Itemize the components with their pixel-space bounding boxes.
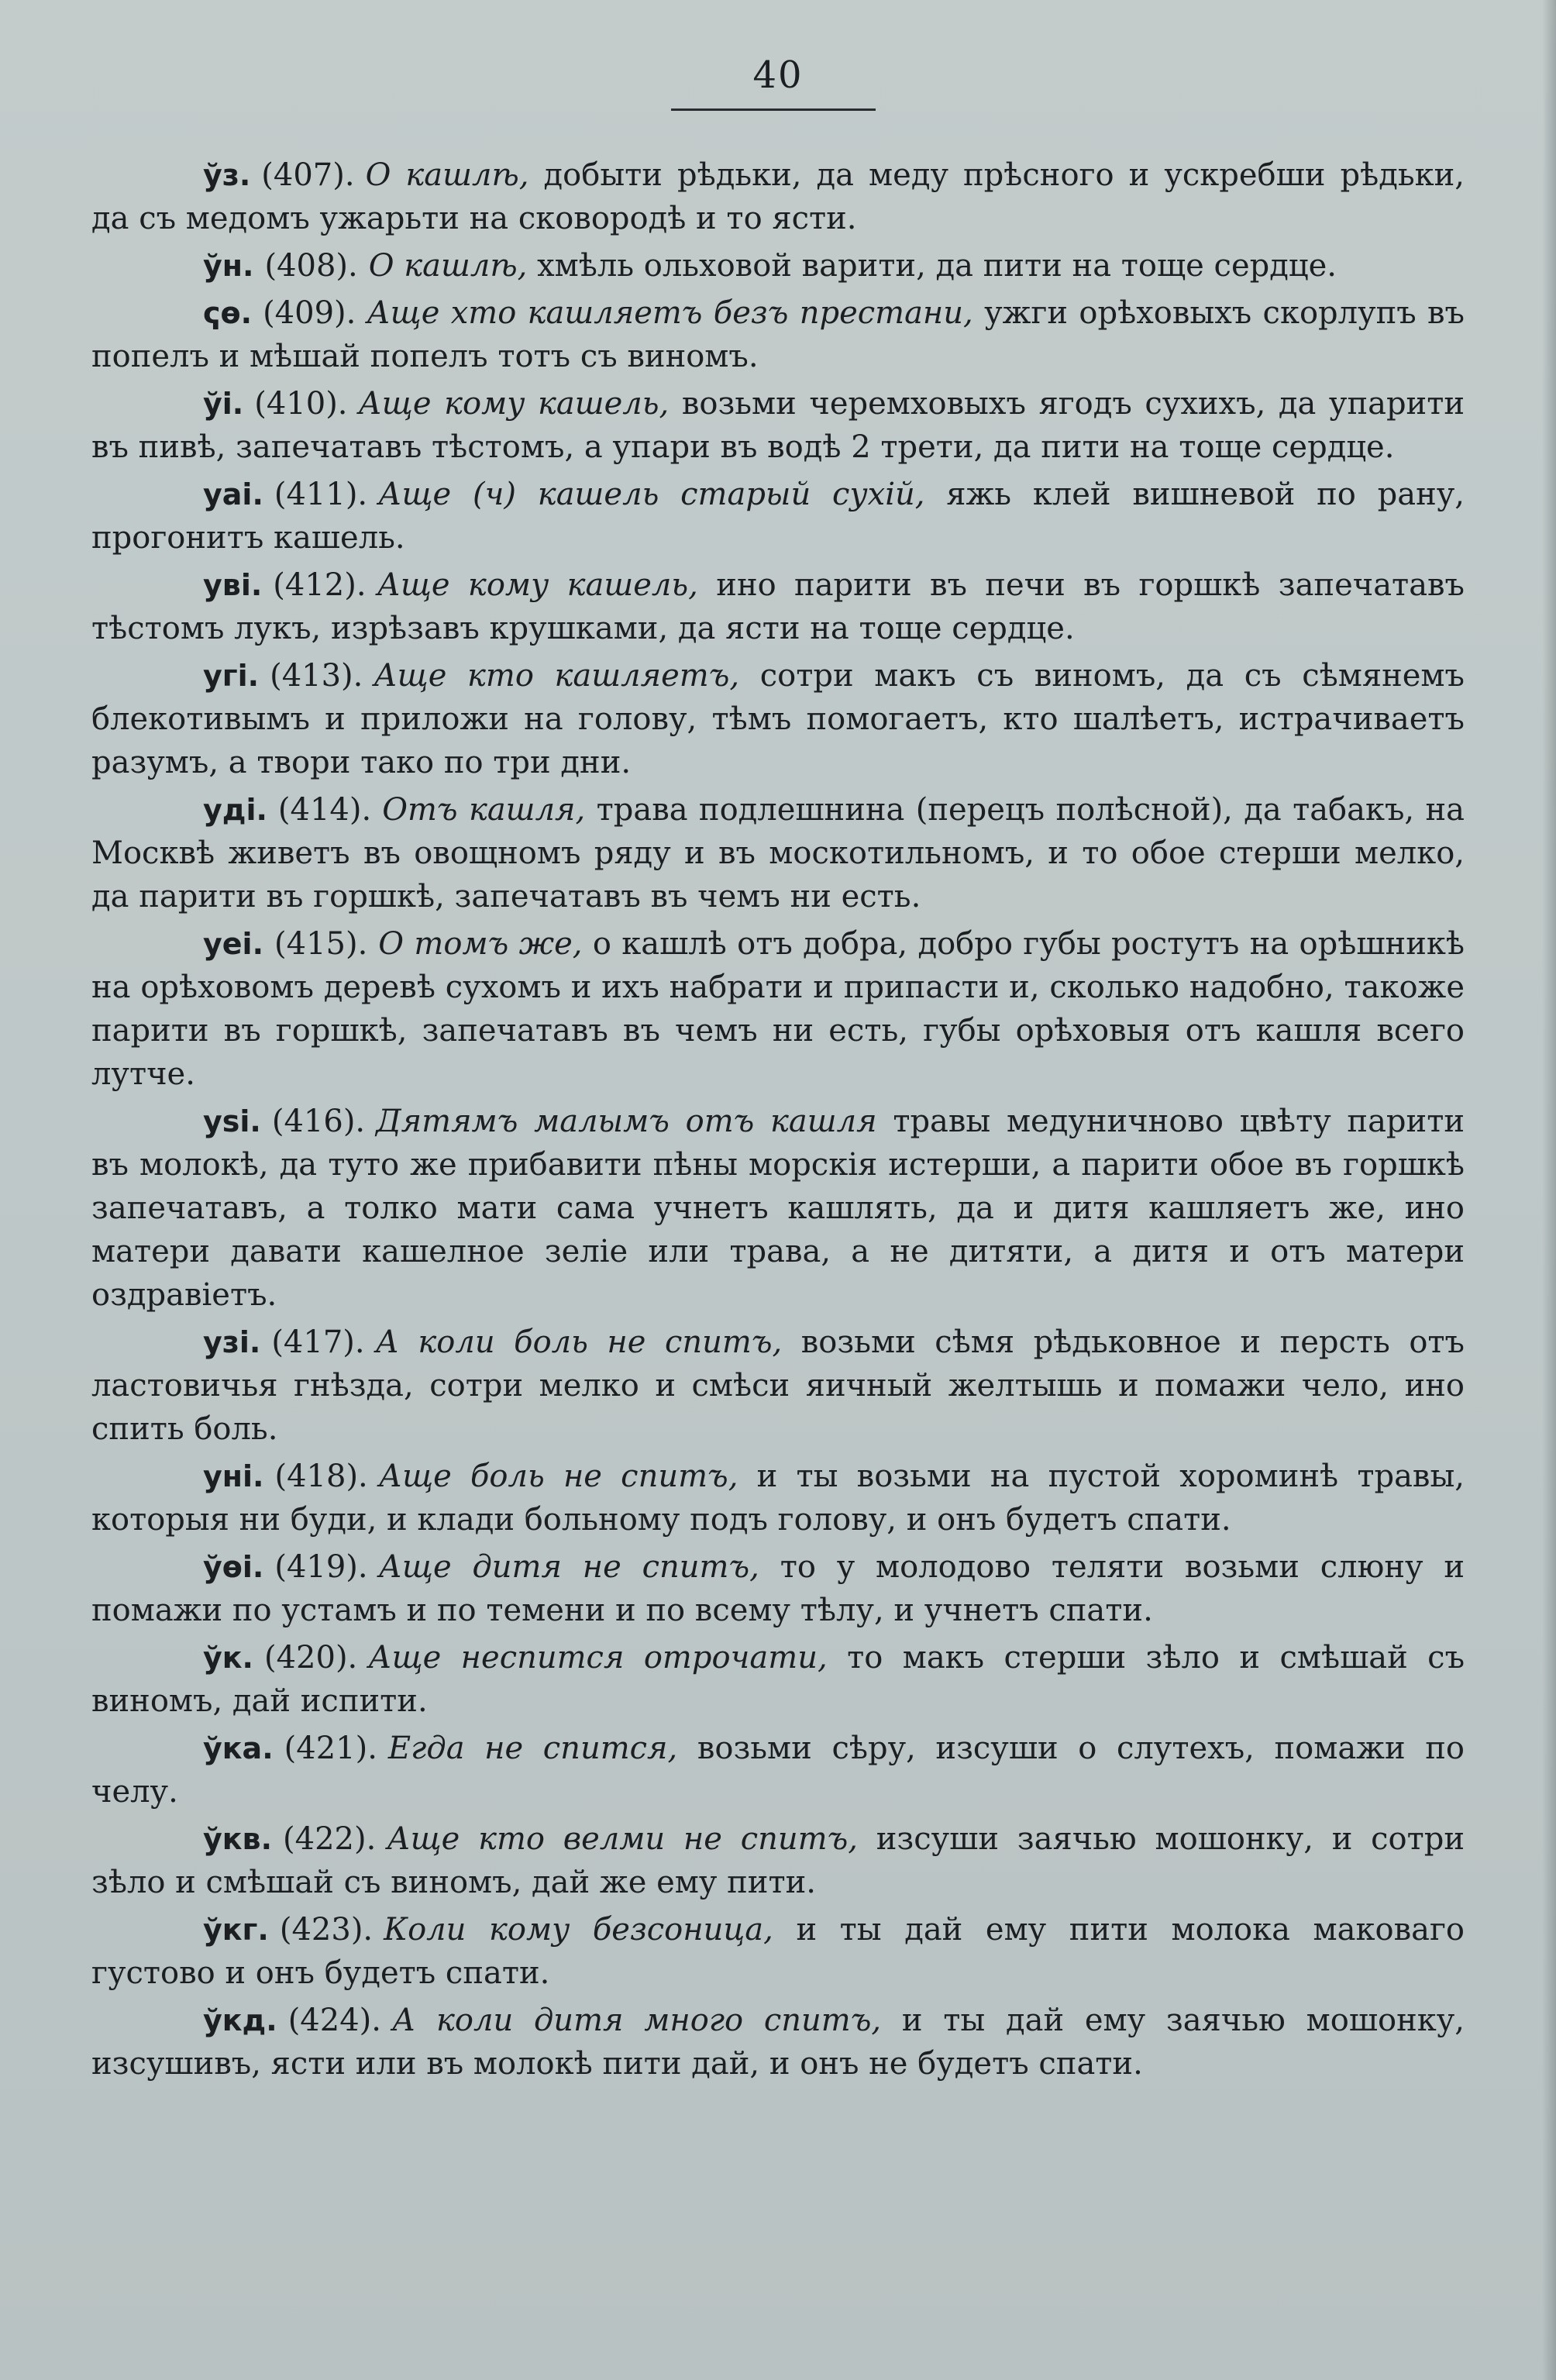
entry-reference: (408). <box>264 248 358 284</box>
recipe-entry <box>91 382 1465 469</box>
entry-title: Дятямъ малымъ отъ кашля <box>376 1104 877 1139</box>
recipe-entry <box>91 788 1465 918</box>
entry-number: ўз. <box>203 158 251 192</box>
entry-title: Отъ кашля, <box>382 792 586 828</box>
entry-number: ҁѳ. <box>203 296 253 330</box>
entry-title: О кашлѣ, <box>365 157 529 193</box>
entry-text: и ты возьми на пустой хороминѣ травы, которыя ни буди, и клади больному подъ голову, и онъ будетъ спати. <box>91 1459 1465 1538</box>
entry-number: ўкд. <box>203 2003 277 2037</box>
entry-reference: (407). <box>261 157 355 193</box>
entry-text: то у молодово теляти возьми слюну и помажи по устамъ и по темени и по всему тѣлу, и учнетъ спати. <box>91 1549 1465 1628</box>
entry-text: добыти рѣдьки, да меду прѣсного и ускребши рѣдьки, да съ медомъ ужарьти на сковородѣ и то ясти. <box>91 157 1465 236</box>
entry-number: уні. <box>203 1459 264 1493</box>
entry-text: яжь клей вишневой по рану, прогонитъ кашель. <box>91 477 1465 556</box>
entry-number: ўі. <box>203 387 244 421</box>
entry-text: сотри макъ съ виномъ, да съ сѣмянемъ блекотивымъ и приложи на голову, тѣмъ помогаетъ, кто шалѣетъ, истрачиваетъ разумъ, а твори тако по три дни. <box>91 658 1465 780</box>
entry-number: уаі. <box>203 477 263 511</box>
entry-text: изсуши заячью мошонку, и сотри зѣло и смѣшай съ виномъ, дай же ему пити. <box>91 1821 1465 1900</box>
entry-number: ўкв. <box>203 1822 273 1856</box>
entry-title: А коли боль не спитъ, <box>375 1324 783 1360</box>
entry-number: ўн. <box>203 249 254 283</box>
entry-text: ужги орѣховыхъ скорлупъ въ попелъ и мѣшай попелъ тотъ съ виномъ. <box>91 295 1465 374</box>
entry-reference: (410). <box>254 386 348 422</box>
entry-number: удi. <box>203 793 267 827</box>
entry-title: Аще кому кашель, <box>377 567 698 603</box>
recipe-entry <box>91 654 1465 784</box>
entry-reference: (414). <box>277 792 372 828</box>
entry-title: Аще хто кашляетъ безъ престани, <box>367 295 973 331</box>
entry-text: возьми черемховыхъ ягодъ сухихъ, да упарити въ пивѣ, запечатавъ тѣстомъ, а упари въ водѣ 2 трети, да пити на тоще сердце. <box>91 386 1465 465</box>
recipe-entry <box>91 563 1465 650</box>
entry-text: и ты дай ему пити молока маковаго густово и онъ будетъ спати. <box>91 1912 1465 1991</box>
entry-title: О кашлѣ, <box>368 248 528 284</box>
entry-number: ўѳі. <box>203 1550 264 1584</box>
entry-title: Аще кто кашляетъ, <box>374 658 740 694</box>
page-edge-shadow <box>1542 0 1556 2380</box>
entry-number: уеі. <box>203 927 264 961</box>
entry-number: ўк. <box>203 1641 253 1675</box>
entry-reference: (415). <box>274 926 368 962</box>
entry-title: Аще боль не спитъ, <box>378 1459 738 1494</box>
entry-number: угі. <box>203 659 260 693</box>
entry-reference: (416). <box>271 1104 366 1139</box>
entry-title: Егда не спится, <box>387 1731 678 1766</box>
entry-reference: (424). <box>287 2003 381 2038</box>
recipe-entry <box>91 1545 1465 1632</box>
entry-reference: (412). <box>273 567 367 603</box>
entry-reference: (423). <box>279 1912 374 1948</box>
entry-title: Аще кто велми не спитъ, <box>387 1821 858 1857</box>
recipe-entry <box>91 153 1465 240</box>
recipe-entry <box>91 473 1465 560</box>
entry-text: ино парити въ печи въ горшкѣ запечатавъ тѣстомъ лукъ, изрѣзавъ крушками, да ясти на тоще сердце. <box>91 567 1465 646</box>
recipe-entry <box>91 1321 1465 1451</box>
recipe-entry <box>91 291 1465 378</box>
recipe-entry <box>91 1727 1465 1813</box>
entry-reference: (421). <box>284 1731 377 1766</box>
entry-number: ўкг. <box>203 1913 269 1947</box>
page-number: 40 <box>752 53 804 97</box>
entry-title: Аще кому кашель, <box>358 386 670 422</box>
entry-reference: (411). <box>274 477 368 512</box>
entry-text: трава подлешнина (перецъ полѣсной), да табакъ, на Москвѣ живетъ въ овощномъ ряду и въ москотильномъ, и то обое стерши мелко, да парити въ горшкѣ, запечатавъ въ чемъ ни есть. <box>91 792 1465 914</box>
entry-number: увi. <box>203 568 263 602</box>
recipe-entry <box>91 1999 1465 2086</box>
header-rule <box>671 108 876 111</box>
recipe-entry <box>91 922 1465 1096</box>
entry-reference: (419). <box>274 1549 368 1585</box>
entry-title: Аще дитя не спитъ, <box>378 1549 759 1585</box>
entry-text: возьми сѣру, изсуши о слутехъ, помажи по челу. <box>91 1731 1465 1810</box>
recipe-entry <box>91 1100 1465 1317</box>
entry-title: О томъ же, <box>378 926 583 962</box>
entry-number: ўка. <box>203 1731 274 1765</box>
text-body <box>91 153 1465 2089</box>
entry-title: Аще неспится отрочати, <box>368 1640 828 1676</box>
entry-text: и ты дай ему заячью мошонку, изсушивъ, ясти или въ молокѣ пити дай, и онъ не будетъ спати. <box>91 2003 1465 2082</box>
entry-reference: (409). <box>263 295 356 331</box>
entry-title: Аще (ч) кашель старый сухій, <box>378 477 925 512</box>
entry-reference: (418). <box>274 1459 368 1494</box>
entry-text: возьми сѣмя рѣдьковное и персть отъ ластовичья гнѣзда, сотри мелко и смѣси яичный желтышь и помажи чело, ино спить боль. <box>91 1324 1465 1447</box>
entry-number: узі. <box>203 1325 261 1359</box>
recipe-entry <box>91 1636 1465 1723</box>
recipe-entry <box>91 1817 1465 1904</box>
recipe-entry <box>91 244 1465 288</box>
entry-title: А коли дитя много спитъ, <box>391 2003 882 2038</box>
entry-reference: (420). <box>264 1640 358 1676</box>
entry-reference: (422). <box>283 1821 377 1857</box>
entry-text: о кашлѣ отъ добра, добро губы ростутъ на орѣшникѣ на орѣховомъ деревѣ сухомъ и ихъ набрати и припасти и, сколько надобно, такожe парити въ горшкѣ, запечатавъ въ чемъ ни есть, губы орѣховыя отъ кашля всего лутче. <box>91 926 1465 1092</box>
entry-number: уѕі. <box>203 1104 261 1138</box>
entry-title: Коли кому безсоница, <box>384 1912 773 1948</box>
recipe-entry <box>91 1455 1465 1541</box>
entry-text: хмѣль ольховой варити, да пити на тоще сердце. <box>537 248 1337 284</box>
entry-reference: (417). <box>271 1324 365 1360</box>
entry-text: то макъ стерши зѣло и смѣшай съ виномъ, дай испити. <box>91 1640 1465 1719</box>
entry-text: травы медуничново цвѣту парити въ молокѣ, да туто же прибавити пѣны морскія истерши, а парити обое въ горшкѣ запечатавъ, а толко мати сама учнетъ кашлять, да и дитя кашляетъ же, ино матери давати кашелное зеліе или трава, а не дитяти, а дитя и отъ матери оздравіетъ. <box>91 1104 1465 1313</box>
entry-reference: (413). <box>270 658 363 694</box>
recipe-entry <box>91 1908 1465 1995</box>
